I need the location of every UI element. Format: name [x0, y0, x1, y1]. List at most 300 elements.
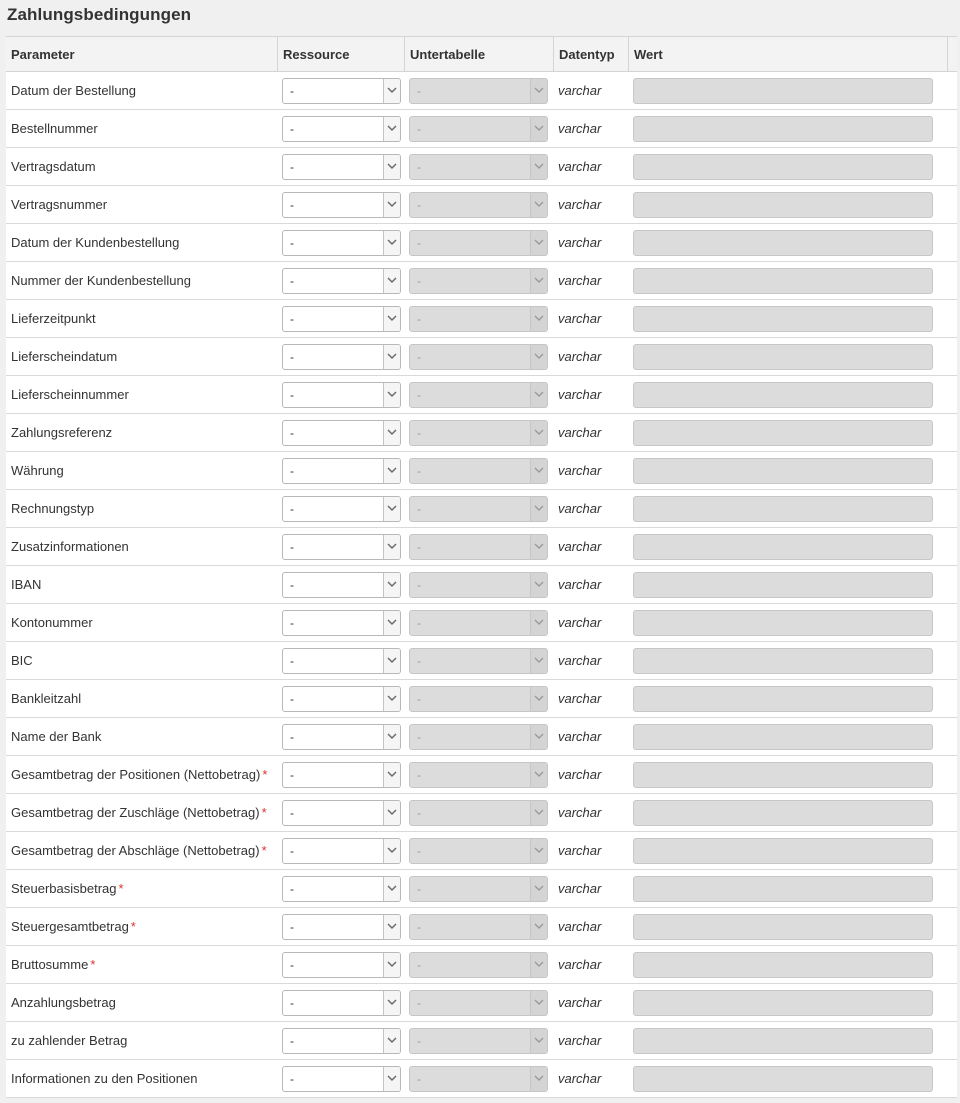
required-marker: * [261, 843, 267, 858]
value-cell [629, 490, 948, 527]
subtable-select-value: - [417, 1071, 421, 1086]
datatype-value: varchar [558, 463, 602, 478]
chevron-down-icon[interactable] [383, 649, 400, 673]
chevron-down-icon [530, 269, 547, 293]
resource-select[interactable] [282, 78, 401, 104]
resource-select-value: - [290, 615, 294, 630]
resource-select-value: - [290, 957, 294, 972]
column-header-parameter[interactable]: Parameter [6, 37, 278, 71]
resource-cell [278, 1060, 405, 1097]
resource-select[interactable] [282, 800, 401, 826]
resource-select-value: - [290, 805, 294, 820]
subtable-select [409, 648, 548, 674]
resource-select-value: - [290, 1071, 294, 1086]
chevron-down-icon[interactable] [383, 611, 400, 635]
table-row [6, 110, 957, 148]
resource-cell [278, 1022, 405, 1059]
chevron-down-icon [530, 801, 547, 825]
resource-select-value: - [290, 349, 294, 364]
subtable-select [409, 1028, 548, 1054]
value-cell [629, 756, 948, 793]
chevron-down-icon [530, 877, 547, 901]
subtable-cell [405, 224, 554, 261]
value-field[interactable] [633, 686, 933, 712]
resource-select[interactable] [282, 762, 401, 788]
table-row [6, 604, 957, 642]
chevron-down-icon[interactable] [383, 687, 400, 711]
value-field[interactable] [633, 458, 933, 484]
parameter-label: Bruttosumme [11, 957, 89, 972]
resource-select[interactable] [282, 192, 401, 218]
chevron-down-icon[interactable] [383, 345, 400, 369]
subtable-cell [405, 984, 554, 1021]
datatype-value: varchar [558, 995, 602, 1010]
resource-select-value: - [290, 767, 294, 782]
datatype-cell [554, 946, 629, 983]
datatype-value: varchar [558, 653, 602, 668]
resource-select[interactable] [282, 116, 401, 142]
resource-cell [278, 642, 405, 679]
parameter-label: Steuerbasisbetrag [11, 881, 117, 896]
value-field[interactable] [633, 306, 933, 332]
required-marker: * [261, 805, 267, 820]
subtable-cell [405, 452, 554, 489]
table-row [6, 528, 957, 566]
value-cell [629, 414, 948, 451]
value-cell [629, 680, 948, 717]
resource-select[interactable] [282, 724, 401, 750]
parameter-cell [6, 376, 278, 413]
resource-select[interactable] [282, 572, 401, 598]
value-field[interactable] [633, 762, 933, 788]
datatype-value: varchar [558, 957, 602, 972]
parameter-cell [6, 452, 278, 489]
datatype-cell [554, 414, 629, 451]
subtable-cell [405, 490, 554, 527]
resource-select-value: - [290, 425, 294, 440]
section-title: Zahlungsbedingungen [7, 5, 192, 24]
chevron-down-icon[interactable] [383, 801, 400, 825]
table-row [6, 1022, 957, 1060]
chevron-down-icon [530, 383, 547, 407]
datatype-cell [554, 756, 629, 793]
parameter-cell [6, 756, 278, 793]
value-field[interactable] [633, 572, 933, 598]
chevron-down-icon[interactable] [383, 1029, 400, 1053]
grid-body [6, 72, 957, 1098]
datatype-cell [554, 870, 629, 907]
parameter-label: Währung [11, 463, 64, 478]
value-field[interactable] [633, 116, 933, 142]
resource-select-value: - [290, 653, 294, 668]
datatype-value: varchar [558, 691, 602, 706]
chevron-down-icon[interactable] [383, 459, 400, 483]
value-field[interactable] [633, 648, 933, 674]
column-header-subtable[interactable]: Untertabelle [405, 37, 554, 71]
resource-cell [278, 566, 405, 603]
datatype-cell [554, 718, 629, 755]
parameter-cell [6, 1060, 278, 1097]
value-field[interactable] [633, 990, 933, 1016]
value-field[interactable] [633, 1066, 933, 1092]
resource-select[interactable] [282, 990, 401, 1016]
chevron-down-icon[interactable] [383, 193, 400, 217]
table-row [6, 794, 957, 832]
chevron-down-icon [530, 193, 547, 217]
chevron-down-icon [530, 535, 547, 559]
chevron-down-icon[interactable] [383, 535, 400, 559]
resource-cell [278, 908, 405, 945]
parameter-cell [6, 946, 278, 983]
datatype-cell [554, 148, 629, 185]
chevron-down-icon [530, 231, 547, 255]
chevron-down-icon[interactable] [383, 231, 400, 255]
subtable-select-value: - [417, 539, 421, 554]
parameter-cell [6, 110, 278, 147]
subtable-select [409, 686, 548, 712]
subtable-select [409, 610, 548, 636]
required-marker: * [262, 767, 268, 782]
resource-cell [278, 832, 405, 869]
parameter-label: Lieferscheindatum [11, 349, 118, 364]
resource-select[interactable] [282, 458, 401, 484]
resource-select[interactable] [282, 306, 401, 332]
chevron-down-icon [530, 991, 547, 1015]
datatype-value: varchar [558, 881, 602, 896]
table-row [6, 908, 957, 946]
parameter-cell [6, 414, 278, 451]
datatype-value: varchar [558, 83, 602, 98]
subtable-select-value: - [417, 577, 421, 592]
table-row [6, 186, 957, 224]
value-field[interactable] [633, 800, 933, 826]
resource-select-value: - [290, 387, 294, 402]
resource-select-value: - [290, 919, 294, 934]
subtable-select [409, 496, 548, 522]
resource-cell [278, 338, 405, 375]
table-row [6, 566, 957, 604]
datatype-value: varchar [558, 273, 602, 288]
resource-select[interactable] [282, 610, 401, 636]
subtable-select [409, 230, 548, 256]
value-field[interactable] [633, 838, 933, 864]
resource-select[interactable] [282, 382, 401, 408]
chevron-down-icon[interactable] [383, 915, 400, 939]
datatype-cell [554, 110, 629, 147]
subtable-select [409, 876, 548, 902]
resource-select[interactable] [282, 154, 401, 180]
resource-select-value: - [290, 539, 294, 554]
value-field[interactable] [633, 344, 933, 370]
parameter-cell [6, 186, 278, 223]
table-row [6, 832, 957, 870]
chevron-down-icon[interactable] [383, 839, 400, 863]
subtable-select [409, 344, 548, 370]
value-cell [629, 984, 948, 1021]
resource-select[interactable] [282, 268, 401, 294]
resource-cell [278, 528, 405, 565]
datatype-value: varchar [558, 159, 602, 174]
resource-select[interactable] [282, 952, 401, 978]
value-field[interactable] [633, 420, 933, 446]
resource-select-value: - [290, 235, 294, 250]
subtable-select [409, 78, 548, 104]
table-row [6, 490, 957, 528]
parameter-label: Bankleitzahl [11, 691, 82, 706]
resource-select[interactable] [282, 914, 401, 940]
chevron-down-icon [530, 497, 547, 521]
value-field[interactable] [633, 876, 933, 902]
resource-cell [278, 870, 405, 907]
datatype-cell [554, 794, 629, 831]
chevron-down-icon[interactable] [383, 1067, 400, 1091]
subtable-select-value: - [417, 1033, 421, 1048]
resource-select-value: - [290, 843, 294, 858]
chevron-down-icon [530, 459, 547, 483]
subtable-cell [405, 528, 554, 565]
table-row [6, 642, 957, 680]
resource-select[interactable] [282, 648, 401, 674]
value-cell [629, 338, 948, 375]
parameter-cell [6, 148, 278, 185]
chevron-down-icon[interactable] [383, 877, 400, 901]
subtable-cell [405, 794, 554, 831]
chevron-down-icon[interactable] [383, 991, 400, 1015]
subtable-select [409, 572, 548, 598]
chevron-down-icon [530, 117, 547, 141]
resource-cell [278, 604, 405, 641]
chevron-down-icon[interactable] [383, 763, 400, 787]
parameter-cell [6, 794, 278, 831]
resource-cell [278, 262, 405, 299]
subtable-cell [405, 72, 554, 109]
value-cell [629, 870, 948, 907]
column-header-datatype[interactable]: Datentyp [554, 37, 629, 71]
column-header-value[interactable]: Wert [629, 37, 948, 71]
parameter-cell [6, 262, 278, 299]
parameter-label: Gesamtbetrag der Abschläge (Nettobetrag) [11, 843, 260, 858]
subtable-cell [405, 338, 554, 375]
parameter-cell [6, 604, 278, 641]
subtable-select-value: - [417, 995, 421, 1010]
resource-select-value: - [290, 501, 294, 516]
resource-select[interactable] [282, 838, 401, 864]
subtable-cell [405, 756, 554, 793]
subtable-select-value: - [417, 387, 421, 402]
chevron-down-icon [530, 725, 547, 749]
resource-select[interactable] [282, 686, 401, 712]
value-cell [629, 262, 948, 299]
resource-cell [278, 186, 405, 223]
resource-select-value: - [290, 691, 294, 706]
parameter-label: BIC [11, 653, 33, 668]
value-field[interactable] [633, 154, 933, 180]
column-header-spacer [948, 37, 957, 71]
parameter-cell [6, 908, 278, 945]
table-row [6, 756, 957, 794]
resource-select[interactable] [282, 876, 401, 902]
datatype-value: varchar [558, 1033, 602, 1048]
subtable-cell [405, 186, 554, 223]
subtable-cell [405, 148, 554, 185]
value-field[interactable] [633, 724, 933, 750]
resource-cell [278, 794, 405, 831]
parameter-cell [6, 72, 278, 109]
chevron-down-icon [530, 611, 547, 635]
chevron-down-icon [530, 79, 547, 103]
value-field[interactable] [633, 268, 933, 294]
subtable-select [409, 154, 548, 180]
subtable-cell [405, 1060, 554, 1097]
subtable-select [409, 458, 548, 484]
parameter-label: Informationen zu den Positionen [11, 1071, 198, 1086]
chevron-down-icon[interactable] [383, 383, 400, 407]
datatype-value: varchar [558, 1071, 602, 1086]
value-field[interactable] [633, 192, 933, 218]
value-cell [629, 376, 948, 413]
value-cell [629, 832, 948, 869]
value-field[interactable] [633, 914, 933, 940]
value-cell [629, 186, 948, 223]
value-cell [629, 1060, 948, 1097]
value-cell [629, 642, 948, 679]
resource-select[interactable] [282, 496, 401, 522]
value-field[interactable] [633, 382, 933, 408]
parameter-label: Lieferzeitpunkt [11, 311, 96, 326]
value-field[interactable] [633, 1028, 933, 1054]
resource-cell [278, 72, 405, 109]
datatype-value: varchar [558, 235, 602, 250]
table-row [6, 1060, 957, 1098]
datatype-value: varchar [558, 311, 602, 326]
resource-cell [278, 490, 405, 527]
parameter-label: Gesamtbetrag der Zuschläge (Nettobetrag) [11, 805, 260, 820]
value-field[interactable] [633, 610, 933, 636]
subtable-cell [405, 1022, 554, 1059]
table-row [6, 300, 957, 338]
value-cell [629, 1022, 948, 1059]
parameter-label: Vertragsdatum [11, 159, 96, 174]
resource-select[interactable] [282, 1028, 401, 1054]
resource-cell [278, 984, 405, 1021]
parameter-label: Gesamtbetrag der Positionen (Nettobetrag) [11, 767, 261, 782]
value-field[interactable] [633, 78, 933, 104]
resource-select-value: - [290, 881, 294, 896]
value-field[interactable] [633, 496, 933, 522]
chevron-down-icon[interactable] [383, 117, 400, 141]
datatype-cell [554, 72, 629, 109]
chevron-down-icon [530, 915, 547, 939]
datatype-cell [554, 338, 629, 375]
resource-select[interactable] [282, 534, 401, 560]
table-row [6, 148, 957, 186]
subtable-select [409, 534, 548, 560]
resource-select-value: - [290, 121, 294, 136]
resource-select[interactable] [282, 1066, 401, 1092]
chevron-down-icon [530, 953, 547, 977]
value-field[interactable] [633, 952, 933, 978]
parameter-cell [6, 832, 278, 869]
chevron-down-icon [530, 839, 547, 863]
subtable-cell [405, 718, 554, 755]
subtable-select [409, 838, 548, 864]
value-field[interactable] [633, 230, 933, 256]
chevron-down-icon[interactable] [383, 421, 400, 445]
resource-cell [278, 300, 405, 337]
subtable-cell [405, 832, 554, 869]
chevron-down-icon[interactable] [383, 79, 400, 103]
resource-select[interactable] [282, 420, 401, 446]
chevron-down-icon[interactable] [383, 725, 400, 749]
datatype-cell [554, 490, 629, 527]
chevron-down-icon[interactable] [383, 953, 400, 977]
value-cell [629, 794, 948, 831]
subtable-cell [405, 300, 554, 337]
chevron-down-icon [530, 1067, 547, 1091]
parameter-label: Name der Bank [11, 729, 102, 744]
subtable-select-value: - [417, 463, 421, 478]
subtable-cell [405, 946, 554, 983]
datatype-value: varchar [558, 615, 602, 630]
value-cell [629, 908, 948, 945]
parameter-cell [6, 984, 278, 1021]
datatype-cell [554, 300, 629, 337]
value-cell [629, 528, 948, 565]
value-cell [629, 300, 948, 337]
table-row [6, 452, 957, 490]
subtable-select-value: - [417, 729, 421, 744]
chevron-down-icon[interactable] [383, 155, 400, 179]
parameter-label: Anzahlungsbetrag [11, 995, 116, 1010]
chevron-down-icon[interactable] [383, 269, 400, 293]
value-cell [629, 110, 948, 147]
chevron-down-icon[interactable] [383, 573, 400, 597]
parameter-cell [6, 870, 278, 907]
resource-cell [278, 718, 405, 755]
subtable-select-value: - [417, 349, 421, 364]
subtable-select-value: - [417, 615, 421, 630]
column-header-resource[interactable]: Ressource [278, 37, 405, 71]
chevron-down-icon [530, 421, 547, 445]
parameter-label: Datum der Bestellung [11, 83, 137, 98]
table-row [6, 72, 957, 110]
chevron-down-icon[interactable] [383, 307, 400, 331]
datatype-value: varchar [558, 729, 602, 744]
subtable-cell [405, 566, 554, 603]
parameter-label: Zusatzinformationen [11, 539, 129, 554]
subtable-cell [405, 262, 554, 299]
subtable-select [409, 1066, 548, 1092]
table-row [6, 984, 957, 1022]
subtable-cell [405, 870, 554, 907]
subtable-cell [405, 604, 554, 641]
value-cell [629, 72, 948, 109]
resource-select-value: - [290, 577, 294, 592]
parameter-cell [6, 528, 278, 565]
parameter-label: Vertragsnummer [11, 197, 108, 212]
value-field[interactable] [633, 534, 933, 560]
resource-select[interactable] [282, 230, 401, 256]
parameter-label: IBAN [11, 577, 42, 592]
resource-select[interactable] [282, 344, 401, 370]
table-row [6, 338, 957, 376]
parameter-cell [6, 642, 278, 679]
subtable-select-value: - [417, 425, 421, 440]
chevron-down-icon[interactable] [383, 497, 400, 521]
parameter-label: Zahlungsreferenz [11, 425, 113, 440]
datatype-cell [554, 1060, 629, 1097]
subtable-select [409, 990, 548, 1016]
